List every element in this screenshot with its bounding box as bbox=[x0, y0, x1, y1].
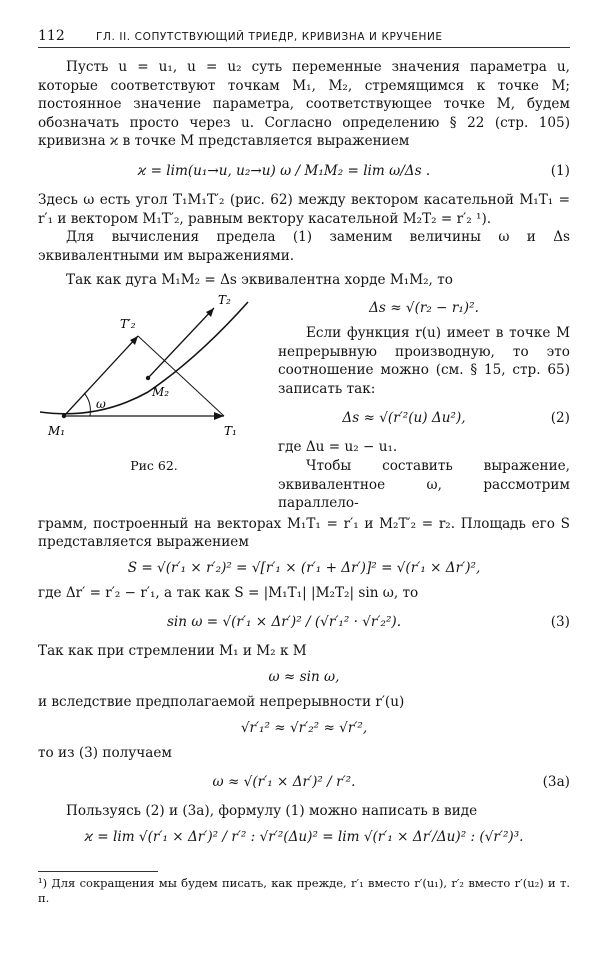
equation-3-body: sin ω = √(r′₁ × Δr′)² / (√r′₁² · √r′₂²). bbox=[166, 614, 402, 631]
label-T1: T₁ bbox=[224, 423, 237, 438]
equation-approx: ω ≈ sin ω, bbox=[268, 669, 340, 686]
parallelogram-side bbox=[138, 336, 224, 416]
arrow-T1-icon bbox=[214, 412, 224, 420]
label-M1: M₁ bbox=[48, 423, 66, 438]
equation-3a bbox=[38, 768, 570, 796]
label-T2: T₂ bbox=[218, 292, 231, 307]
equation-2-number: (2) bbox=[550, 410, 570, 427]
equation-3 bbox=[38, 608, 570, 636]
page-number: 112 bbox=[38, 28, 65, 44]
paragraph-5: Если функция r(u) имеет в точке M непрерывную производную, то это соотношение можно (см. § 15, стр. 65) записать так: bbox=[278, 324, 570, 397]
footnote-rule bbox=[38, 871, 158, 872]
point-M2 bbox=[146, 376, 150, 380]
figure-block bbox=[38, 292, 570, 513]
label-T2p: T′₂ bbox=[120, 316, 136, 331]
paragraph-8: где Δr′ = r′₂ − r′₁, а так как S = |M₁T₁| |M₂T₂| sin ω, то bbox=[38, 584, 419, 601]
paragraph-3: Для вычисления предела (1) заменим величины ω и Δs эквивалентными им выражениями. bbox=[38, 229, 570, 264]
label-omega: ω bbox=[96, 396, 106, 411]
paragraph-6: где Δu = u₂ − u₁. bbox=[278, 439, 398, 456]
paragraph-9: Так как при стремлении M₁ и M₂ к M bbox=[38, 643, 307, 660]
equation-S: S = √(r′₁ × r′₂)² = √[r′₁ × (r′₁ + Δr′)]² = √(r′₁ × Δr′)², bbox=[127, 559, 481, 576]
paragraph-4: Так как дуга M₁M₂ = Δs эквивалентна хорде M₁M₂, то bbox=[66, 272, 453, 289]
paragraph-7b: грамм, построенный на векторах M₁T₁ = r′₁ и M₂T′₂ = r₂. Площадь его S представляется выражением bbox=[38, 515, 570, 551]
equation-1-body: ϰ = lim(u₁→u, u₂→u) ω / M₁M₂ = lim ω/Δs . bbox=[137, 162, 431, 179]
curve-path bbox=[40, 302, 248, 414]
label-M2: M₂ bbox=[152, 384, 170, 399]
figure-side-text bbox=[270, 292, 570, 513]
running-header bbox=[38, 28, 570, 48]
figure-62-drawing bbox=[38, 292, 270, 452]
equation-continuity: √r′₁² ≈ √r′₂² ≈ √r′², bbox=[240, 719, 368, 736]
equation-2 bbox=[278, 404, 570, 432]
equation-3a-number: (3а) bbox=[542, 774, 570, 791]
paragraph-2: Здесь ω есть угол T₁M₁T′₂ (рис. 62) между вектором касательной M₁T₁ = r′₁ и вектором M₁T′₂, равным вектору касательной M₂T₂ = r′₂ ¹). bbox=[38, 191, 570, 227]
figure-caption: Рис 62. bbox=[130, 457, 178, 473]
equation-final: ϰ = lim √(r′₁ × Δr′)² / r′² : √r′²(Δu)² = lim √(r′₁ × Δr′/Δu)² : (√r′²)³. bbox=[84, 828, 524, 845]
equation-chord: Δs ≈ √(r₂ − r₁)². bbox=[369, 299, 479, 316]
footnote: ¹) Для сокращения мы будем писать, как прежде, r′₁ вместо r′(u₁), r′₂ вместо r′(u₂) и т. п. bbox=[38, 875, 570, 905]
book-page bbox=[38, 28, 570, 906]
equation-3-number: (3) bbox=[550, 614, 570, 631]
paragraph-10: и вследствие предполагаемой непрерывности r′(u) bbox=[38, 694, 405, 711]
equation-1 bbox=[38, 157, 570, 185]
equation-2-body: Δs ≈ √(r′²(u) Δu²), bbox=[342, 410, 466, 427]
paragraph-7a: Чтобы составить выражение, эквивалентное ω, рассмотрим параллело- bbox=[278, 457, 570, 512]
equation-3a-body: ω ≈ √(r′₁ × Δr′)² / r′². bbox=[212, 774, 356, 791]
paragraph-12: Пользуясь (2) и (3а), формулу (1) можно написать в виде bbox=[66, 803, 478, 820]
figure-62 bbox=[38, 292, 270, 513]
equation-1-number: (1) bbox=[550, 162, 570, 179]
chapter-title: ГЛ. II. СОПУТСТВУЮЩИЙ ТРИЕДР, КРИВИЗНА И КРУЧЕНИЕ bbox=[96, 31, 443, 43]
point-M1 bbox=[62, 414, 66, 418]
paragraph-11: то из (3) получаем bbox=[38, 744, 172, 761]
paragraph-1: Пусть u = u₁, u = u₂ суть переменные значения параметра u, которые соответствуют точкам M₁, M₂, стремящимся к точке M; постоянное значение параметра, соответствующее точке M, будем обозначать просто через u. Согласно определению § 22 (стр. 105) кривизна ϰ в точке M представляется выражением bbox=[38, 59, 570, 150]
